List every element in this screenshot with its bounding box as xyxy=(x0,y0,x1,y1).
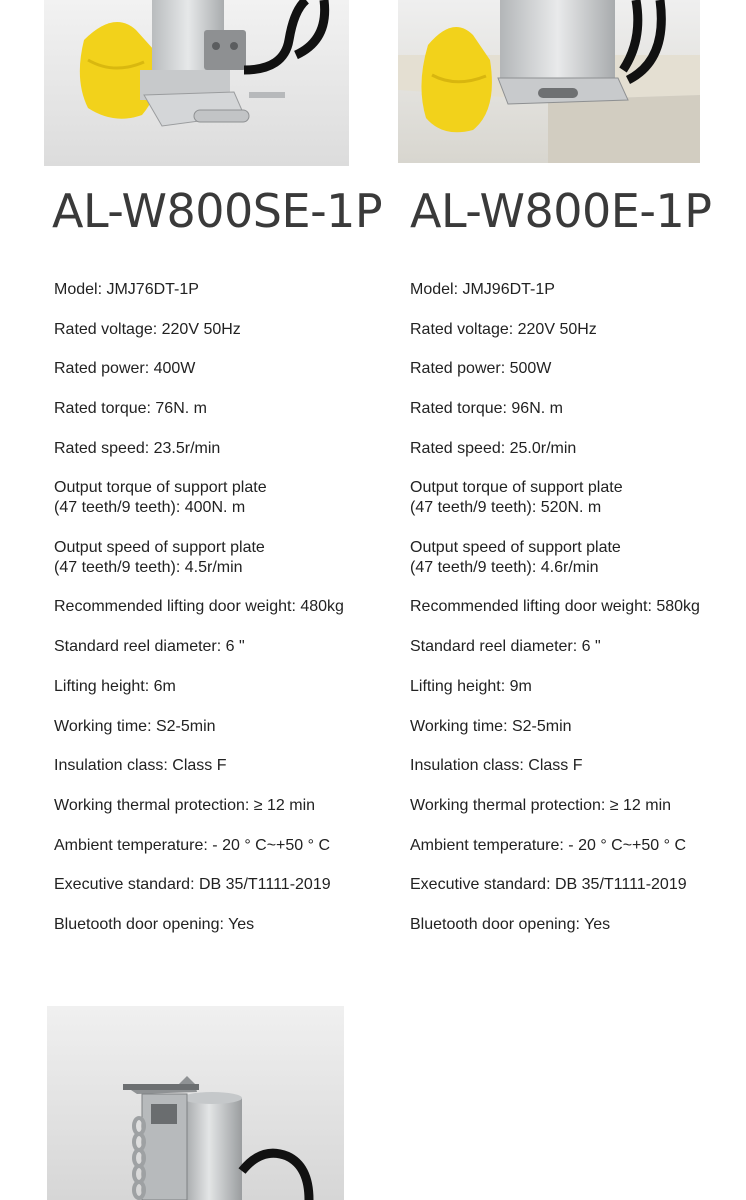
spec-line: Output torque of support plate xyxy=(54,479,267,497)
spec-item: Standard reel diameter: 6 " xyxy=(410,638,601,656)
spec-list-left xyxy=(54,280,389,955)
product-photo-left xyxy=(44,0,349,166)
spec-item xyxy=(54,538,389,598)
spec-item xyxy=(54,478,389,538)
spec-item: Model: JMJ96DT-1P xyxy=(410,281,555,298)
spec-item: Working thermal protection: ≥ 12 min xyxy=(410,796,672,814)
spec-item: Rated voltage: 220V 50Hz xyxy=(410,320,597,338)
spec-item: Rated power: 500W xyxy=(410,360,552,378)
spec-item: Ambient temperature: - 20 ° C~+50 ° C xyxy=(54,836,331,854)
motor-with-chain-illustration xyxy=(47,1006,344,1200)
product-title-left: AL-W800SE-1P xyxy=(52,184,383,238)
spec-item: Model: JMJ76DT-1P xyxy=(54,281,199,298)
spec-item: Lifting height: 6m xyxy=(54,677,176,695)
spec-item: Lifting height: 9m xyxy=(410,677,532,695)
spec-item xyxy=(410,538,740,598)
spec-item: Insulation class: Class F xyxy=(410,757,583,775)
spec-item: Bluetooth door opening: Yes xyxy=(410,915,611,933)
spec-item: Rated power: 400W xyxy=(54,360,196,378)
product-photo-right xyxy=(398,0,700,163)
spec-item: Rated torque: 96N. m xyxy=(410,400,563,418)
spec-line: Output torque of support plate xyxy=(410,479,623,497)
spec-line: (47 teeth/9 teeth): 4.5r/min xyxy=(54,558,243,576)
spec-list-right xyxy=(410,280,740,955)
motor-with-yellow-bag-illustration xyxy=(398,0,700,163)
product-photo-bottom xyxy=(47,1006,344,1200)
spec-item: Rated voltage: 220V 50Hz xyxy=(54,320,241,338)
spec-item: Executive standard: DB 35/T1111-2019 xyxy=(54,876,331,894)
spec-item: Recommended lifting door weight: 480kg xyxy=(54,598,344,616)
spec-item: Ambient temperature: - 20 ° C~+50 ° C xyxy=(410,836,687,854)
spec-item: Rated torque: 76N. m xyxy=(54,400,207,418)
spec-item: Working time: S2-5min xyxy=(410,717,572,735)
spec-item xyxy=(410,478,740,538)
spec-line: (47 teeth/9 teeth): 4.6r/min xyxy=(410,558,599,576)
spec-item: Working time: S2-5min xyxy=(54,717,216,735)
spec-item: Rated speed: 25.0r/min xyxy=(410,439,577,457)
spec-line: Output speed of support plate xyxy=(54,538,265,556)
spec-item: Executive standard: DB 35/T1111-2019 xyxy=(410,876,687,894)
spec-line: (47 teeth/9 teeth): 400N. m xyxy=(54,499,246,517)
spec-item: Recommended lifting door weight: 580kg xyxy=(410,598,700,616)
motor-with-yellow-bag-illustration xyxy=(44,0,349,166)
spec-line: Output speed of support plate xyxy=(410,538,621,556)
spec-item: Rated speed: 23.5r/min xyxy=(54,439,221,457)
spec-item: Bluetooth door opening: Yes xyxy=(54,915,255,933)
spec-item: Insulation class: Class F xyxy=(54,757,227,775)
product-title-right: AL-W800E-1P xyxy=(410,184,712,238)
spec-line: (47 teeth/9 teeth): 520N. m xyxy=(410,499,602,517)
spec-item: Standard reel diameter: 6 " xyxy=(54,638,245,656)
spec-item: Working thermal protection: ≥ 12 min xyxy=(54,796,316,814)
